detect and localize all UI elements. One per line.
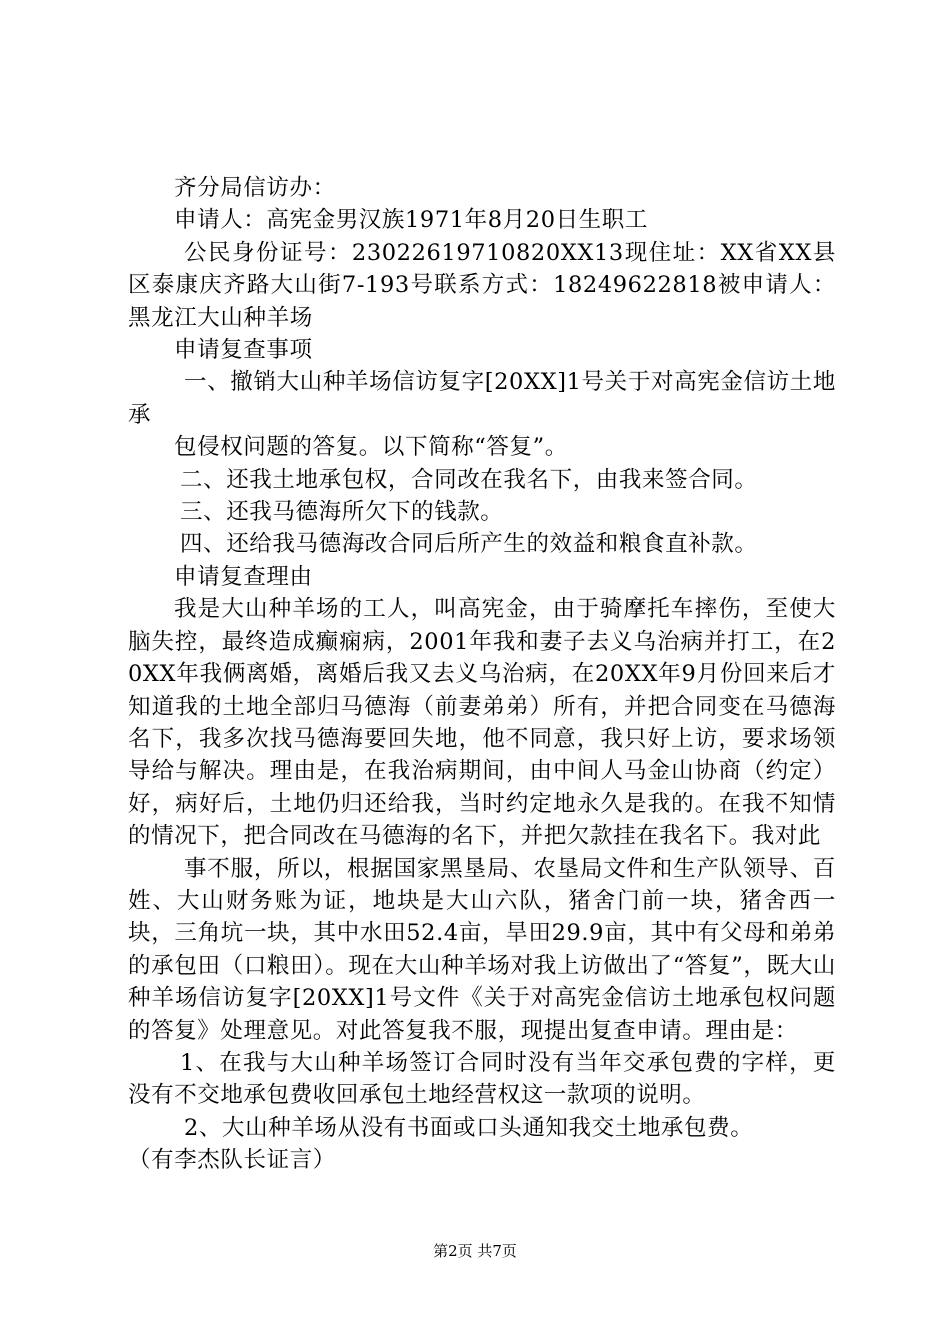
request-item-4: 四、还给我马德海改合同后所产生的效益和粮食直补款。 [180,531,758,558]
testimony-note: （有李杰队长证言） [128,1147,336,1174]
applicant-details-paragraph: 公民身份证号：23022619710820XX13现住址：XX省XX县区泰康庆齐路大山街7-193号联系方式：18249622818被申请人：黑龙江大山种羊场 [128,239,836,331]
reason-point-1: 1、在我与大山种羊场签订合同时没有当年交承包费的字样，更没有不交地承包费收回承包土地经营权这一款项的说明。 [128,1049,836,1109]
reason-point-2: 2、大山种羊场从没有书面或口头通知我交土地承包费。 [184,1114,754,1141]
reason-paragraph-2: 事不服，所以，根据国家黑垦局、农垦局文件和生产队领导、百姓、大山财务账为证，地块是大山六队，猪舍门前一块，猪舍西一块，三角坑一块，其中水田52.4亩，旱田29.9亩，其中有父母和弟弟的承包田（口粮田）。现在大山种羊场对我上访做出了“答复”，既大山种羊场信访复字[20XX]1号文件《关于对高宪金信访土地承包权问题的答复》处理意见。对此答复我不服，现提出复查申请。理由是： [128,855,836,1044]
request-item-2: 二、还我土地承包权，合同改在我名下，由我来签合同。 [180,466,758,493]
section-heading-reasons: 申请复查理由 [174,563,313,590]
page-number-label: 第2页 共7页 [433,1242,517,1260]
request-item-1: 一、撤销大山种羊场信访复字[20XX]1号关于对高宪金信访土地承 [128,369,836,428]
section-heading-items: 申请复查事项 [174,337,313,364]
addressee-line: 齐分局信访办： [174,175,336,201]
applicant-line: 申请人：高宪金男汉族1971年8月20日生职工 [174,207,649,234]
document-body [128,172,836,1177]
request-item-3: 三、还我马德海所欠下的钱款。 [180,499,504,526]
reason-paragraph-1: 我是大山种羊场的工人，叫高宪金，由于骑摩托车摔伤，至使大脑失控，最终造成癫痫病，2001年我和妻子去义乌治病并打工，在20XX年我俩离婚，离婚后我又去义乌治病，在20XX年9月份回来后才知道我的土地全部归马德海（前妻弟弟）所有，并把合同变在马德海名下，我多次找马德海要回失地，他不同意，我只好上访，要求场领导给与解决。理由是，在我治病期间，由中间人马金山协商（约定）好，病好后，土地仍归还给我，当时约定地永久是我的。在我不知情的情况下，把合同改在马德海的名下，并把欠款挂在我名下。我对此 [128,596,836,850]
page-footer [0,1241,950,1261]
request-item-1-continued: 包侵权问题的答复。以下简称“答复”。 [174,434,568,461]
